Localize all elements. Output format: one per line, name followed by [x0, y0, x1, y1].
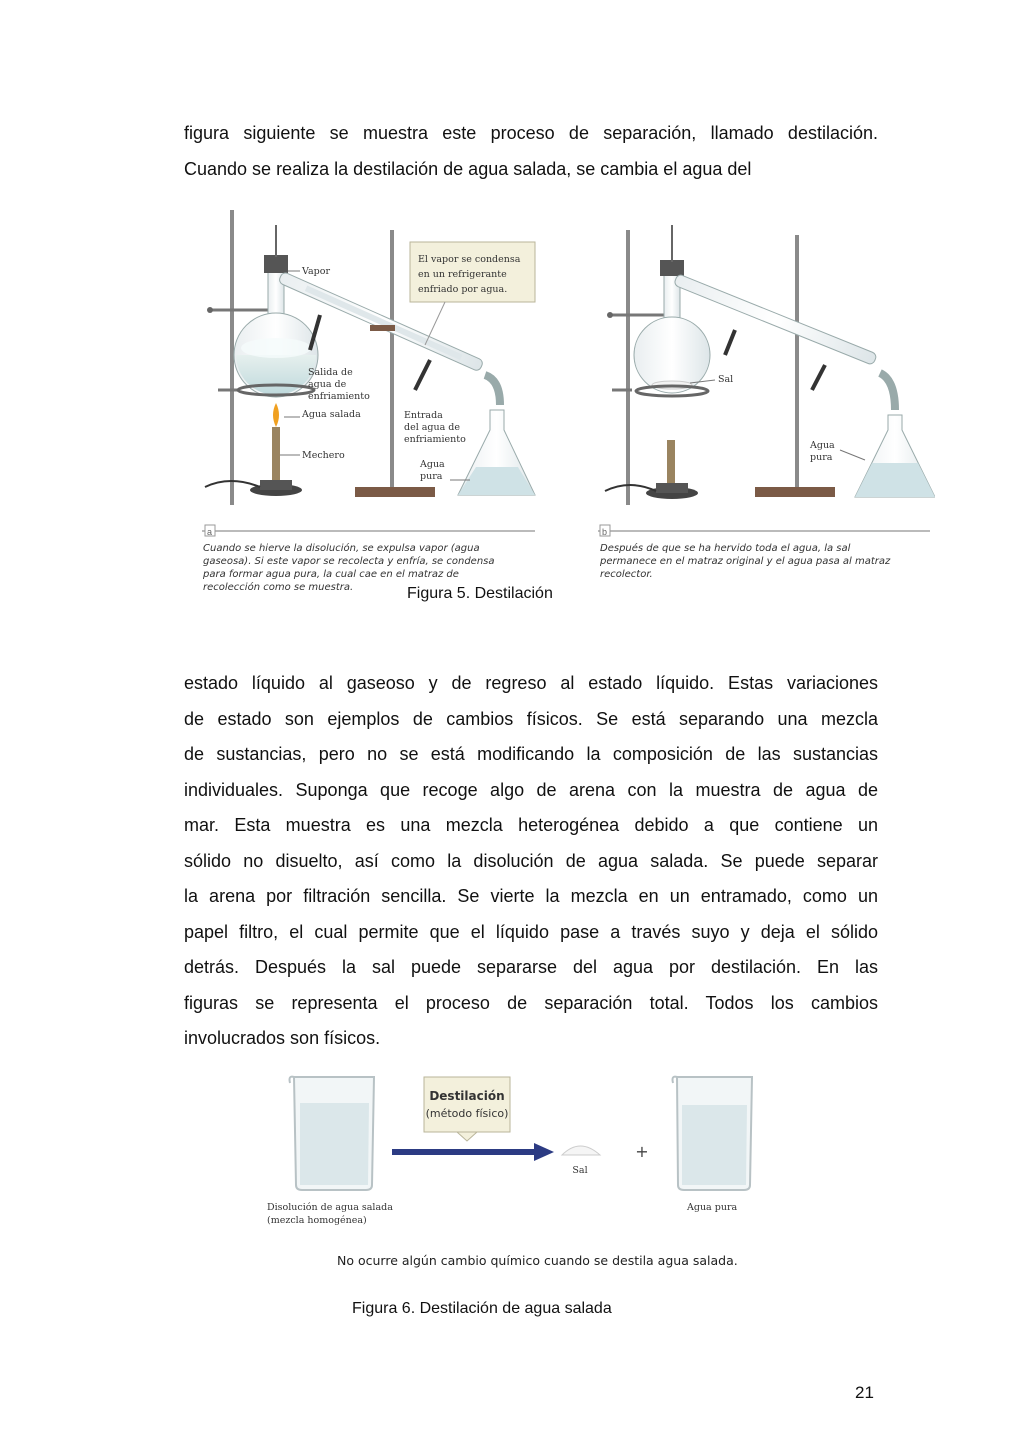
- salt-pile: [562, 1146, 600, 1155]
- label-salida-2: agua de: [308, 379, 347, 390]
- body-line-8: papel filtro, el cual permite que el líquido pase a través suyo y deja el sólido: [184, 921, 878, 942]
- panel-b-tag: b: [602, 527, 608, 537]
- body-line-3: de sustancias, pero no se está modificando la composición de las sustancias: [184, 744, 878, 764]
- label-left-1: Disolución de agua salada: [267, 1202, 393, 1213]
- stand-base-right: [355, 487, 435, 497]
- label-agua-salada: Agua salada: [302, 409, 361, 420]
- label-entrada-2: del agua de: [404, 422, 461, 433]
- label-salida-1: Salida de: [308, 367, 353, 378]
- beaker-pure-water: [673, 1077, 753, 1190]
- panel-a: [202, 210, 535, 593]
- body-line-4: individuales. Suponga que recoge algo de arena con la muestra de agua de: [184, 779, 878, 800]
- label-agua-pura-a-2: pura: [420, 471, 443, 482]
- distillation-illustration: [200, 205, 935, 605]
- figure-6-salt-water-distillation: [262, 1065, 767, 1280]
- caption-a-1: Cuando se hierve la disolución, se expulsa vapor (agua: [203, 543, 480, 554]
- caption-b-1: Después de que se ha hervido toda el agua, la sal: [600, 543, 851, 554]
- box-subtitle: (método físico): [425, 1107, 509, 1120]
- body-line-11: involucrados son físicos.: [184, 1028, 381, 1048]
- label-vapor: Vapor: [302, 266, 330, 277]
- body-line-7: la arena por filtración sencilla. Se vierte la mezcla en un entramado, como un: [184, 886, 878, 906]
- caption-a-4: recolección como se muestra.: [203, 582, 354, 593]
- callout-line-1: El vapor se condensa: [418, 254, 521, 265]
- stand-rod-left: [230, 210, 234, 505]
- body-line-10: figuras se representa el proceso de separación total. Todos los cambios: [184, 992, 878, 1013]
- body-line-9: detrás. Después la sal puede separarse del agua por destilación. En las: [184, 957, 878, 977]
- figure-5-caption: Figura 5. Destilación: [407, 585, 553, 602]
- label-sal-fig6: Sal: [572, 1165, 588, 1176]
- body-line-2: de estado son ejemplos de cambios físicos. Se está separando una mezcla: [184, 708, 878, 729]
- label-entrada-1: Entrada: [404, 410, 443, 421]
- body-line-6: sólido no disuelto, así como la disolución de agua salada. Se puede separar: [184, 850, 878, 871]
- label-left-2: (mezcla homogénea): [267, 1215, 367, 1226]
- caption-a-2: gaseosa). Si este vapor se recolecta y enfría, se condensa: [203, 556, 495, 567]
- body-paragraph: [184, 666, 878, 1057]
- stand-rod-right: [390, 230, 394, 495]
- body-line-5: mar. Esta muestra es una mezcla heterogénea debido a que contiene un: [184, 815, 878, 835]
- figure-6-caption: Figura 6. Destilación de agua salada: [352, 1300, 612, 1317]
- callout-line-3: enfriado por agua.: [418, 284, 508, 295]
- callout-line-2: en un refrigerante: [418, 269, 507, 280]
- label-mechero: Mechero: [302, 450, 345, 461]
- figure-5-distillation: [200, 205, 935, 605]
- caption-a-3: para formar agua pura, la cual cae en el matraz de: [203, 569, 459, 580]
- box-title: Destilación: [429, 1089, 505, 1103]
- caption-b-2: permanece en el matraz original y el agua pasa al matraz: [600, 556, 891, 567]
- label-agua-pura-a-1: Agua: [420, 459, 445, 470]
- label-entrada-3: enfriamiento: [404, 434, 466, 445]
- plus-sign: +: [635, 1142, 649, 1161]
- page-number: 21: [855, 1383, 874, 1402]
- salt-water-illustration: [262, 1065, 767, 1280]
- intro-line-1: figura siguiente se muestra este proceso de separación, llamado destilación.: [184, 123, 878, 143]
- label-sal: Sal: [718, 374, 734, 385]
- caption-b-3: recolector.: [600, 569, 653, 580]
- panel-a-tag: a: [207, 527, 213, 537]
- label-agua-pura-b-1: Agua: [810, 440, 835, 451]
- arrow-head: [534, 1143, 554, 1161]
- intro-paragraph: [184, 116, 878, 187]
- intro-line-2: Cuando se realiza la destilación de agua salada, se cambia el agua del: [184, 158, 752, 179]
- body-line-1: estado líquido al gaseoso y de regreso al estado líquido. Estas variaciones: [184, 673, 878, 693]
- label-salida-3: enfriamiento: [308, 391, 370, 402]
- panel-b: [598, 225, 935, 580]
- label-agua-pura-b-2: pura: [810, 452, 833, 463]
- beaker-salt-water: [290, 1077, 375, 1190]
- figure-6-note: No ocurre algún cambio químico cuando se destila agua salada.: [337, 1253, 738, 1268]
- label-right: Agua pura: [687, 1202, 738, 1213]
